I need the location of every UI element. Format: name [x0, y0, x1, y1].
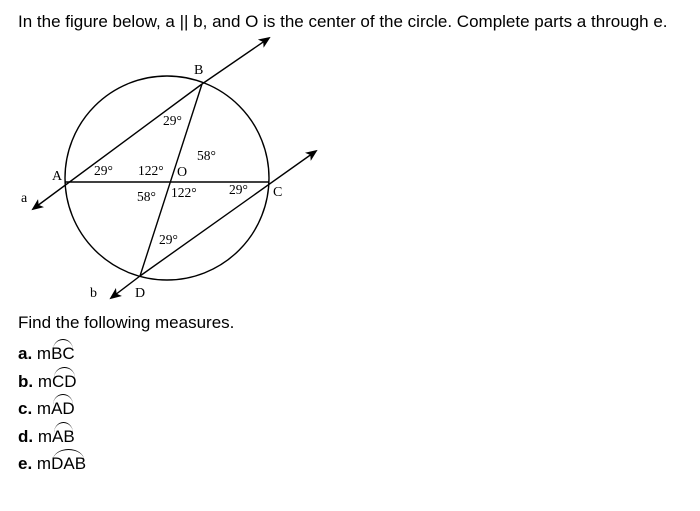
line-a: [202, 38, 269, 84]
angle-label-doc: 122°: [171, 185, 197, 200]
question-e: [18, 450, 86, 478]
arc-name: CD: [52, 368, 77, 396]
angle-label-acd: 29°: [229, 182, 248, 197]
question-c: [18, 395, 86, 423]
questions-list: [18, 340, 86, 478]
question-label: e.: [18, 454, 33, 473]
question-b: [18, 368, 86, 396]
arc-name: BC: [51, 340, 75, 368]
measure-symbol: m: [36, 454, 52, 473]
question-label: d.: [18, 426, 34, 446]
angle-label-aod-bottom: 58°: [137, 189, 156, 204]
question-d: [18, 423, 86, 451]
measure-symbol: m: [37, 426, 53, 446]
line-label-a: a: [21, 191, 28, 206]
point-label-o: O: [177, 165, 188, 180]
line-b: [140, 151, 316, 276]
angle-label-bac: 29°: [94, 163, 113, 178]
circle: [65, 76, 269, 280]
angle-label-bdc: 29°: [159, 232, 178, 247]
measure-symbol: m: [37, 371, 53, 391]
arc-name: AD: [51, 395, 75, 423]
problem-intro: In the figure below, a || b, and O is the center of the circle. Complete parts a through e.: [18, 12, 668, 31]
angle-label-abd: 29°: [163, 113, 182, 128]
line-label-b: b: [90, 286, 97, 301]
measure-symbol: m: [36, 344, 52, 363]
point-label-b: B: [194, 63, 204, 78]
question-label: b.: [18, 371, 34, 391]
arc-name: AB: [52, 423, 75, 451]
point-label-a: A: [52, 169, 63, 184]
point-label-d: D: [135, 286, 146, 301]
question-a: [18, 340, 86, 368]
questions-prompt: Find the following measures.: [18, 313, 235, 332]
angle-label-boc: 58°: [197, 148, 216, 163]
arc-name: DAB: [51, 450, 86, 478]
point-label-c: C: [273, 185, 283, 200]
measure-symbol: m: [36, 399, 52, 418]
question-label: a.: [18, 344, 33, 363]
question-label: c.: [18, 399, 33, 418]
angle-label-aod-top: 122°: [138, 163, 164, 178]
